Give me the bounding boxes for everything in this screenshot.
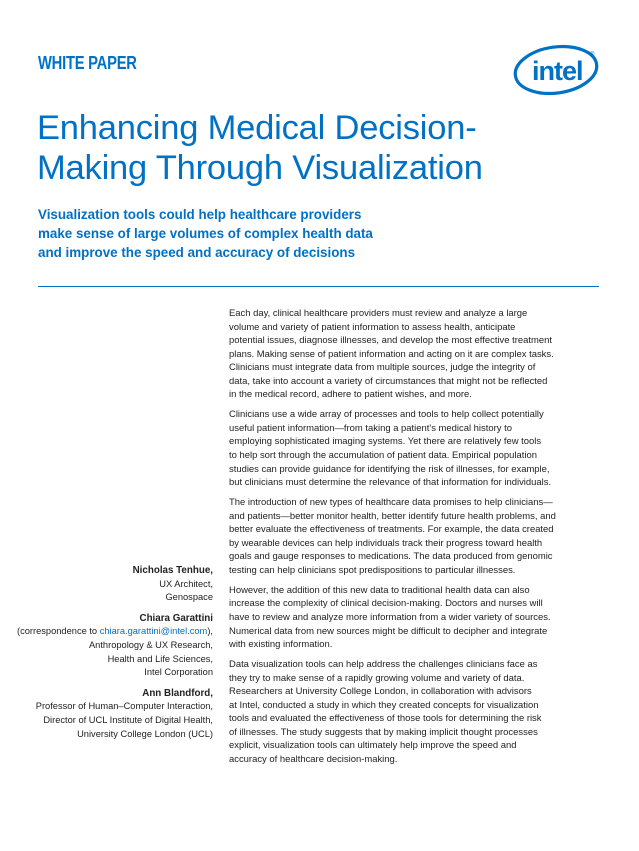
author-affiliation: Genospace [165,592,213,603]
text-line: Data visualization tools can help address the challenges clinicians face as [229,659,538,671]
author-department: Health and Life Sciences, [107,653,213,664]
text-line: data, take into account a variety of circumstances that might not be reflected [229,375,548,387]
author-chiara-garattini [13,612,213,680]
text-line: to help sort through the accumulation of patient data. Empirical population [229,449,537,461]
text-line: Clinicians use a wide array of processes and tools to help collect potentially [229,409,544,421]
text-line: at Intel, conducted a study in which they created concepts for visualization [229,699,539,711]
subtitle-line-3: and improve the speed and accuracy of decisions [38,245,356,260]
intel-logo-text: intel [532,56,583,86]
subtitle-line-2: make sense of large volumes of complex health data [38,226,373,241]
paragraph-2 [229,408,601,489]
paragraph-1 [229,307,601,402]
author-title: Professor of Human–Computer Interaction, [35,701,213,712]
text-line: volume and variety of patient information to assess health, anticipate [229,321,516,333]
text-line: they try to make sense of a rapidly growing volume and variety of data. [229,672,525,684]
paragraph-5 [229,658,601,766]
subtitle [38,205,458,262]
text-line: Each day, clinical healthcare providers must review and analyze a large [229,308,528,319]
text-line: potential issues, diagnose illnesses, and develop the most effective treatment [229,335,552,347]
text-line: employing sophisticated imaging systems. Yet there are relatively few tools [229,436,542,448]
text-line: However, the addition of this new data to traditional health data can also [229,584,530,596]
title-line-2: Making Through Visualization [37,149,483,187]
text-line: of illnesses. The study suggests that by making implicit thought processes [229,726,538,738]
text-line: explicit, visualization tools can ultimately help improve the speed and [229,740,517,752]
subtitle-line-1: Visualization tools could help healthcare providers [38,207,362,222]
text-line: but clinicians must determine the relevance of that information for individuals. [229,477,552,489]
body-text [229,307,601,773]
text-line: with existing information. [229,639,333,651]
page-title [37,108,597,188]
text-line: tools and evaluated the effectiveness of those tools for determining the risk [229,713,542,725]
intel-logo-icon [512,40,604,98]
text-line: and patients—better monitor health, better identify future health problems, and [229,510,556,522]
text-line: Researchers at University College London, in collaboration with advisors [229,686,532,698]
text-line: testing can help clinicians spot predispositions to particular illnesses. [229,564,516,576]
text-line: by wearable devices can help individuals track their progress toward health [229,537,543,549]
svg-text:®: ® [590,52,595,58]
text-line: plans. Making sense of patient information and acting on it are complex tasks. [229,348,554,360]
author-nicholas-tenhue [13,564,213,605]
text-line: goals and gauge responses to medications. The data produced from genomic [229,551,553,563]
author-name: Ann Blandford, [142,687,213,699]
author-title: UX Architect, [159,578,213,589]
author-correspondence: (correspondence to chiara.garattini@intel.com), [17,626,213,637]
email-link[interactable]: chiara.garattini@intel.com [99,626,208,637]
text-line: better evaluate the effectiveness of treatments. For example, the data created [229,524,554,536]
author-title: Anthropology & UX Research, [88,639,213,650]
text-line: Numerical data from new sources might be difficult to decipher and integrate [229,625,548,637]
paragraph-4 [229,584,601,652]
text-line: have to review and analyze more information from a wider variety of sources. [229,611,551,623]
title-line-1: Enhancing Medical Decision- [37,109,477,147]
text-line: Clinicians must integrate data from multiple sources, judge the integrity of [229,362,536,374]
paragraph-3 [229,496,601,577]
text-line: studies can provide guidance for identifying the risk of illnesses, for example, [229,463,550,475]
author-affiliation: University College London (UCL) [77,728,213,739]
author-role: Director of UCL Institute of Digital Health, [43,714,213,725]
author-list [13,564,213,748]
author-affiliation: Intel Corporation [144,667,213,678]
text-line: accuracy of healthcare decision-making. [229,753,398,765]
document-type-label: WHITE PAPER [38,53,137,73]
text-line: increase the complexity of clinical decision-making. Doctors and nurses will [229,598,543,610]
text-line: in the medical record, adhere to patient wishes, and more. [229,389,472,401]
author-name: Chiara Garattini [139,612,213,624]
section-divider [38,286,599,287]
author-ann-blandford [13,687,213,741]
text-line: useful patient information—from taking a patient's medical history to [229,422,512,434]
author-name: Nicholas Tenhue, [132,565,213,576]
text-line: The introduction of new types of healthcare data promises to help clinicians— [229,497,553,509]
